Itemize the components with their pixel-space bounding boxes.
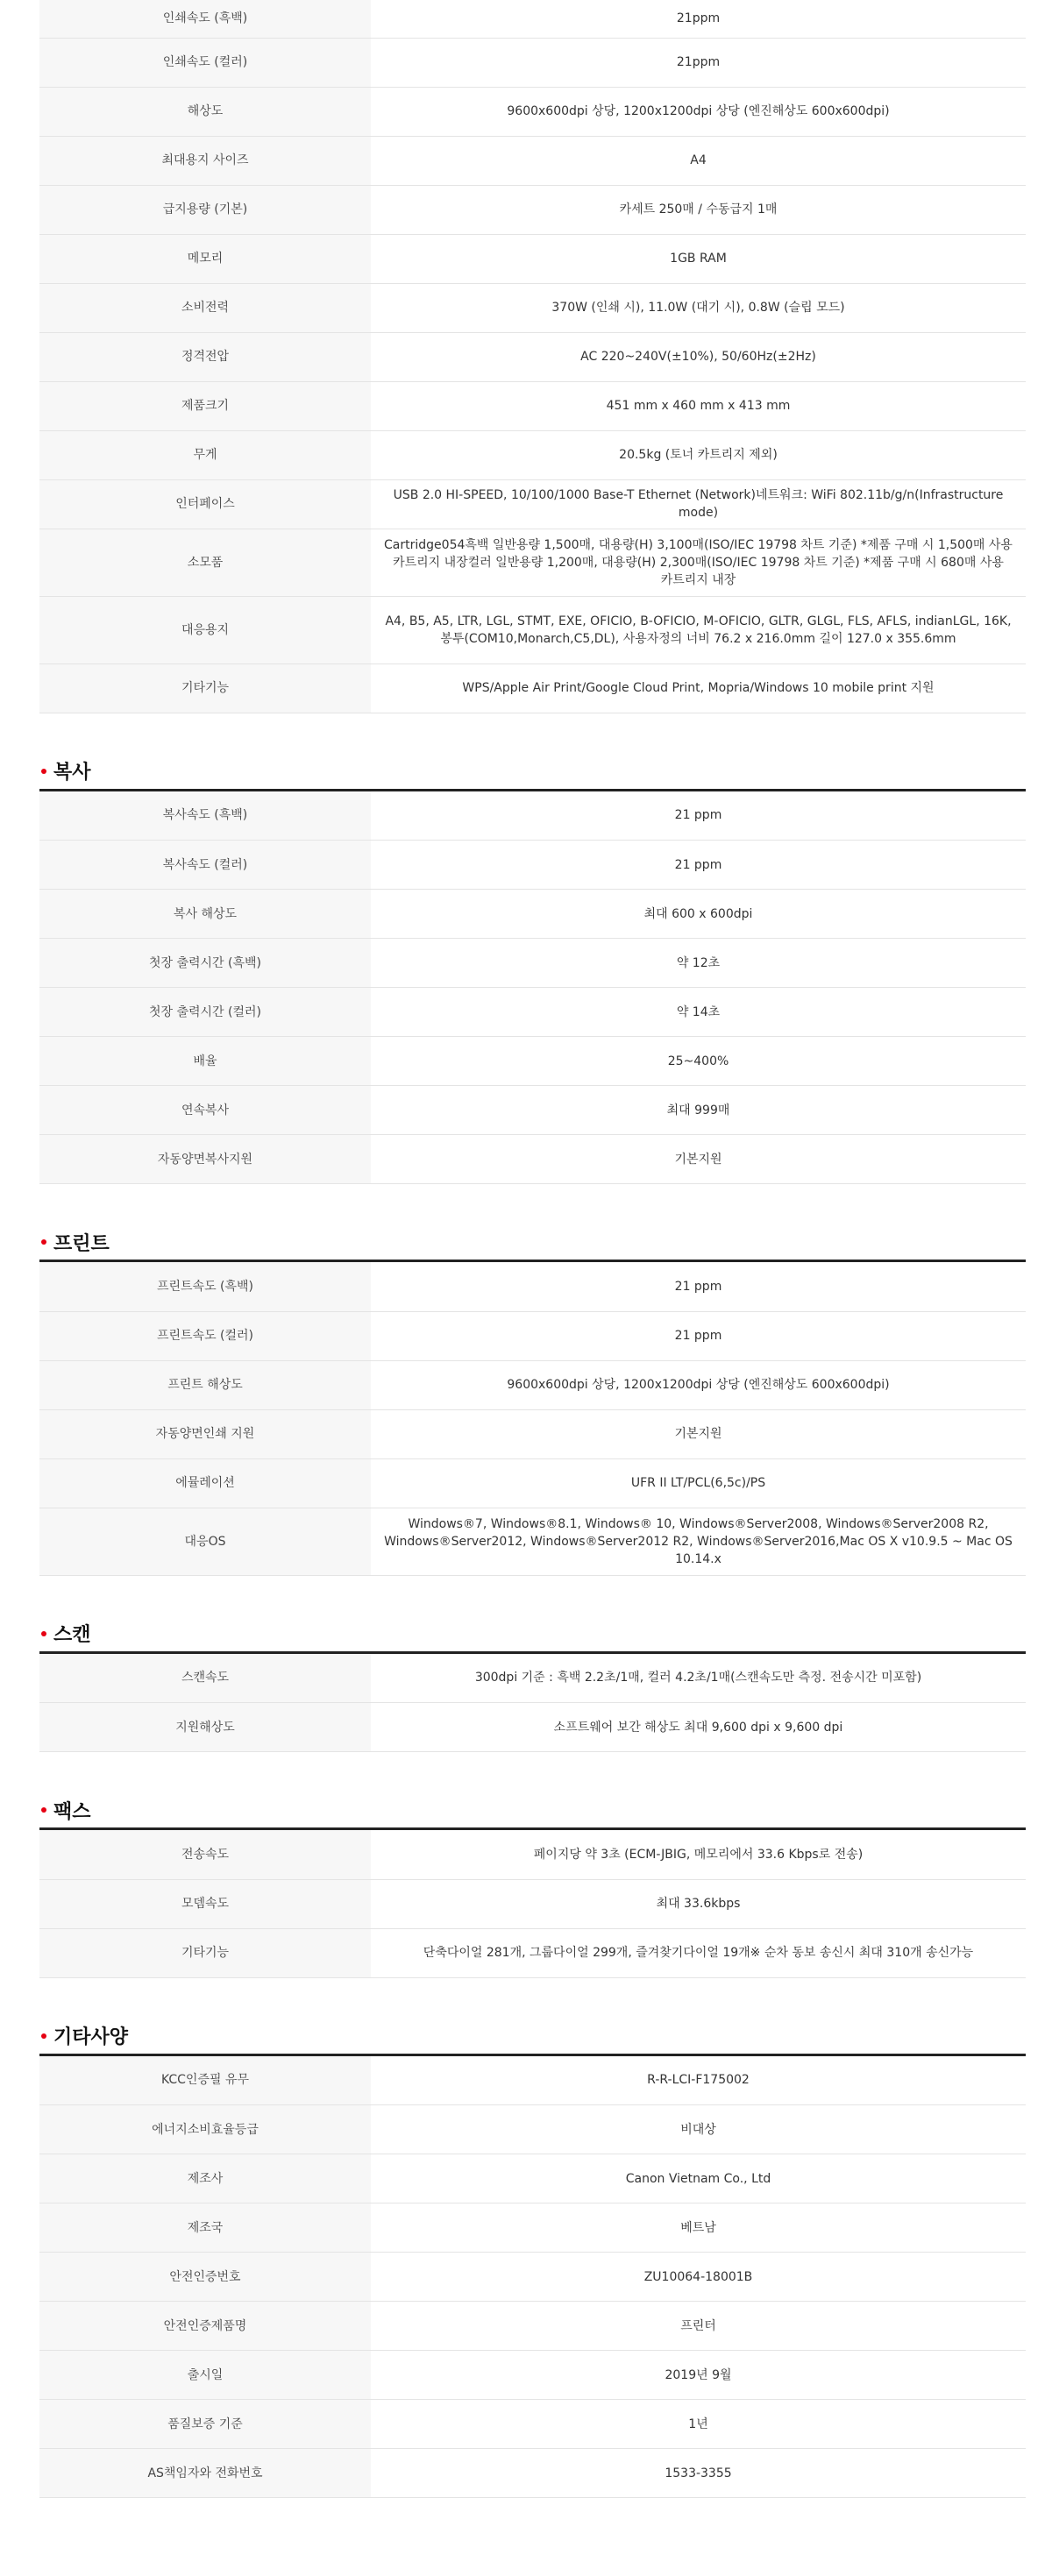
spec-value: ZU10064-18001B xyxy=(371,2253,1026,2302)
spec-label: 제조국 xyxy=(39,2203,371,2253)
table-row xyxy=(39,596,1026,664)
spec-label: 제품크기 xyxy=(39,381,371,430)
table-row xyxy=(39,1458,1026,1508)
spec-label: 메모리 xyxy=(39,234,371,283)
section-title: 복사 xyxy=(53,762,91,784)
table-row xyxy=(39,38,1026,87)
table-row xyxy=(39,2351,1026,2400)
spec-label: 해상도 xyxy=(39,87,371,136)
bullet-dot-icon xyxy=(41,769,46,774)
spec-value: 약 12초 xyxy=(371,939,1026,988)
spec-value: Canon Vietnam Co., Ltd xyxy=(371,2154,1026,2203)
table-row xyxy=(39,1360,1026,1409)
table-row xyxy=(39,2253,1026,2302)
spec-value: 370W (인쇄 시), 11.0W (대기 시), 0.8W (슬립 모드) xyxy=(371,283,1026,332)
spec-value: WPS/Apple Air Print/Google Cloud Print, Mopria/Windows 10 mobile print 지원 xyxy=(371,664,1026,713)
spec-label: 기타기능 xyxy=(39,1928,371,1977)
table-row xyxy=(39,2449,1026,2498)
spec-value: 1GB RAM xyxy=(371,234,1026,283)
section-title: 팩스 xyxy=(53,1800,91,1823)
spec-value: 약 14초 xyxy=(371,988,1026,1037)
spec-label: 안전인증제품명 xyxy=(39,2302,371,2351)
spec-label: 최대용지 사이즈 xyxy=(39,136,371,185)
spec-value: 451 mm x 460 mm x 413 mm xyxy=(371,381,1026,430)
spec-value: 21ppm xyxy=(371,38,1026,87)
spec-label: 자동양면인쇄 지원 xyxy=(39,1409,371,1458)
table-row xyxy=(39,890,1026,939)
spec-label: 안전인증번호 xyxy=(39,2253,371,2302)
spec-page xyxy=(39,0,1026,2498)
table-row xyxy=(39,529,1026,596)
spec-label: 무게 xyxy=(39,430,371,479)
spec-value: 300dpi 기준 : 흑백 2.2초/1매, 컬러 4.2초/1매(스캔속도만 측정. 전송시간 미포함) xyxy=(371,1654,1026,1703)
spec-label: 스캔속도 xyxy=(39,1654,371,1703)
spec-value: 최대 33.6kbps xyxy=(371,1879,1026,1928)
spec-label: 프린트속도 (컬러) xyxy=(39,1311,371,1360)
table-row xyxy=(39,1311,1026,1360)
spec-label: 대응OS xyxy=(39,1508,371,1575)
table-row xyxy=(39,87,1026,136)
spec-table xyxy=(39,1830,1026,1978)
spec-value: 비대상 xyxy=(371,2105,1026,2154)
spec-label: 인쇄속도 (흑백) xyxy=(39,0,371,38)
spec-value: 베트남 xyxy=(371,2203,1026,2253)
spec-value: 카세트 250매 / 수동급지 1매 xyxy=(371,185,1026,234)
spec-value: R-R-LCI-F175002 xyxy=(371,2056,1026,2105)
spec-label: 대응용지 xyxy=(39,596,371,664)
spec-value: 단축다이얼 281개, 그룹다이얼 299개, 즐겨찾기다이얼 19개※ 순차 동보 송신시 최대 310개 송신가능 xyxy=(371,1928,1026,1977)
spec-label: 프린트 해상도 xyxy=(39,1360,371,1409)
spec-label: 기타기능 xyxy=(39,664,371,713)
table-row xyxy=(39,1409,1026,1458)
spec-value: 21 ppm xyxy=(371,791,1026,841)
table-row xyxy=(39,2105,1026,2154)
bullet-dot-icon xyxy=(41,1807,46,1813)
section-heading xyxy=(39,1224,1026,1262)
table-row xyxy=(39,0,1026,38)
spec-section xyxy=(39,1616,1026,1753)
table-row xyxy=(39,1037,1026,1086)
spec-label: 출시일 xyxy=(39,2351,371,2400)
table-row xyxy=(39,234,1026,283)
spec-value: A4 xyxy=(371,136,1026,185)
table-row xyxy=(39,479,1026,529)
spec-table xyxy=(39,0,1026,713)
table-row xyxy=(39,1262,1026,1311)
spec-table xyxy=(39,791,1026,1185)
table-row xyxy=(39,1928,1026,1977)
spec-label: 자동양면복사지원 xyxy=(39,1135,371,1184)
spec-value: USB 2.0 HI-SPEED, 10/100/1000 Base-T Ethernet (Network)네트워크: WiFi 802.11b/g/n(Infrastructure mode) xyxy=(371,479,1026,529)
spec-value: 25~400% xyxy=(371,1037,1026,1086)
spec-label: 연속복사 xyxy=(39,1086,371,1135)
table-row xyxy=(39,283,1026,332)
section-heading xyxy=(39,754,1026,791)
spec-value: Windows®7, Windows®8.1, Windows® 10, Windows®Server2008, Windows®Server2008 R2, Windows®Server2012, Windows®Server2012 R2, Windows®Server2016,Mac OS X v10.9.5 ~ Mac OS 10.14.x xyxy=(371,1508,1026,1575)
table-row xyxy=(39,2154,1026,2203)
spec-label: 소모품 xyxy=(39,529,371,596)
spec-label: 전송속도 xyxy=(39,1830,371,1879)
spec-section xyxy=(39,754,1026,1185)
table-row xyxy=(39,2302,1026,2351)
bullet-dot-icon xyxy=(41,1631,46,1636)
spec-table xyxy=(39,1654,1026,1753)
spec-label: 제조사 xyxy=(39,2154,371,2203)
spec-table xyxy=(39,1262,1026,1576)
spec-label: 복사속도 (컬러) xyxy=(39,841,371,890)
table-row xyxy=(39,1879,1026,1928)
spec-label: 지원해상도 xyxy=(39,1703,371,1752)
spec-label: 복사속도 (흑백) xyxy=(39,791,371,841)
spec-value: 프린터 xyxy=(371,2302,1026,2351)
spec-label: 첫장 출력시간 (컬러) xyxy=(39,988,371,1037)
section-title: 프린트 xyxy=(53,1232,110,1255)
section-title: 스캔 xyxy=(53,1624,91,1646)
spec-section xyxy=(39,1792,1026,1978)
spec-label: 첫장 출력시간 (흑백) xyxy=(39,939,371,988)
table-row xyxy=(39,136,1026,185)
spec-label: 정격전압 xyxy=(39,332,371,381)
spec-label: 복사 해상도 xyxy=(39,890,371,939)
spec-label: 모뎀속도 xyxy=(39,1879,371,1928)
spec-value: 기본지원 xyxy=(371,1135,1026,1184)
spec-section xyxy=(39,1224,1026,1576)
table-row xyxy=(39,939,1026,988)
table-row xyxy=(39,2203,1026,2253)
spec-label: 인쇄속도 (컬러) xyxy=(39,38,371,87)
table-row xyxy=(39,1135,1026,1184)
bullet-dot-icon xyxy=(41,2033,46,2039)
section-heading xyxy=(39,2019,1026,2056)
spec-label: KCC인증필 유무 xyxy=(39,2056,371,2105)
section-title: 기타사양 xyxy=(53,2026,129,2048)
table-row xyxy=(39,1508,1026,1575)
spec-label: 배율 xyxy=(39,1037,371,1086)
spec-table xyxy=(39,2056,1026,2499)
table-row xyxy=(39,841,1026,890)
spec-value: 9600x600dpi 상당, 1200x1200dpi 상당 (엔진해상도 600x600dpi) xyxy=(371,87,1026,136)
spec-value: Cartridge054흑백 일반용량 1,500매, 대용량(H) 3,100매(ISO/IEC 19798 차트 기준) *제품 구매 시 1,500매 사용 카트리지 내장컬러 일반용량 1,200매, 대용량(H) 2,300매(ISO/IEC 19798 차트 기준) *제품 구매 시 680매 사용 카트리지 내장 xyxy=(371,529,1026,596)
table-row xyxy=(39,2056,1026,2105)
table-row xyxy=(39,430,1026,479)
table-row xyxy=(39,988,1026,1037)
spec-value: 2019년 9월 xyxy=(371,2351,1026,2400)
spec-label: 급지용량 (기본) xyxy=(39,185,371,234)
table-row xyxy=(39,381,1026,430)
spec-value: 최대 600 x 600dpi xyxy=(371,890,1026,939)
spec-value: 페이지당 약 3초 (ECM-JBIG, 메모리에서 33.6 Kbps로 전송) xyxy=(371,1830,1026,1879)
spec-value: 최대 999매 xyxy=(371,1086,1026,1135)
spec-label: 에너지소비효율등급 xyxy=(39,2105,371,2154)
spec-label: 소비전력 xyxy=(39,283,371,332)
spec-value: 20.5kg (토너 카트리지 제외) xyxy=(371,430,1026,479)
spec-section xyxy=(39,0,1026,713)
spec-value: A4, B5, A5, LTR, LGL, STMT, EXE, OFICIO, B-OFICIO, M-OFICIO, GLTR, GLGL, FLS, AFLS, indianLGL, 16K, 봉투(COM10,Monarch,C5,DL), 사용자정의 너비 76.2 x 216.0mm 길이 127.0 x 355.6mm xyxy=(371,596,1026,664)
table-row xyxy=(39,1830,1026,1879)
spec-value: 21 ppm xyxy=(371,841,1026,890)
spec-value: 9600x600dpi 상당, 1200x1200dpi 상당 (엔진해상도 600x600dpi) xyxy=(371,1360,1026,1409)
table-row xyxy=(39,332,1026,381)
table-row xyxy=(39,185,1026,234)
table-row xyxy=(39,664,1026,713)
spec-label: 인터페이스 xyxy=(39,479,371,529)
table-row xyxy=(39,1086,1026,1135)
spec-label: 프린트속도 (흑백) xyxy=(39,1262,371,1311)
table-row xyxy=(39,791,1026,841)
spec-value: 21 ppm xyxy=(371,1311,1026,1360)
section-heading xyxy=(39,1616,1026,1654)
table-row xyxy=(39,2400,1026,2449)
spec-label: 품질보증 기준 xyxy=(39,2400,371,2449)
bullet-dot-icon xyxy=(41,1239,46,1245)
spec-value: UFR II LT/PCL(6,5c)/PS xyxy=(371,1458,1026,1508)
table-row xyxy=(39,1703,1026,1752)
spec-section xyxy=(39,2019,1026,2499)
section-heading xyxy=(39,1792,1026,1830)
spec-value: 21 ppm xyxy=(371,1262,1026,1311)
spec-label: 에뮬레이션 xyxy=(39,1458,371,1508)
spec-value: 소프트웨어 보간 해상도 최대 9,600 dpi x 9,600 dpi xyxy=(371,1703,1026,1752)
spec-value: AC 220~240V(±10%), 50/60Hz(±2Hz) xyxy=(371,332,1026,381)
table-row xyxy=(39,1654,1026,1703)
spec-value: 1533-3355 xyxy=(371,2449,1026,2498)
spec-value: 1년 xyxy=(371,2400,1026,2449)
spec-value: 21ppm xyxy=(371,0,1026,38)
spec-value: 기본지원 xyxy=(371,1409,1026,1458)
spec-label: AS책임자와 전화번호 xyxy=(39,2449,371,2498)
